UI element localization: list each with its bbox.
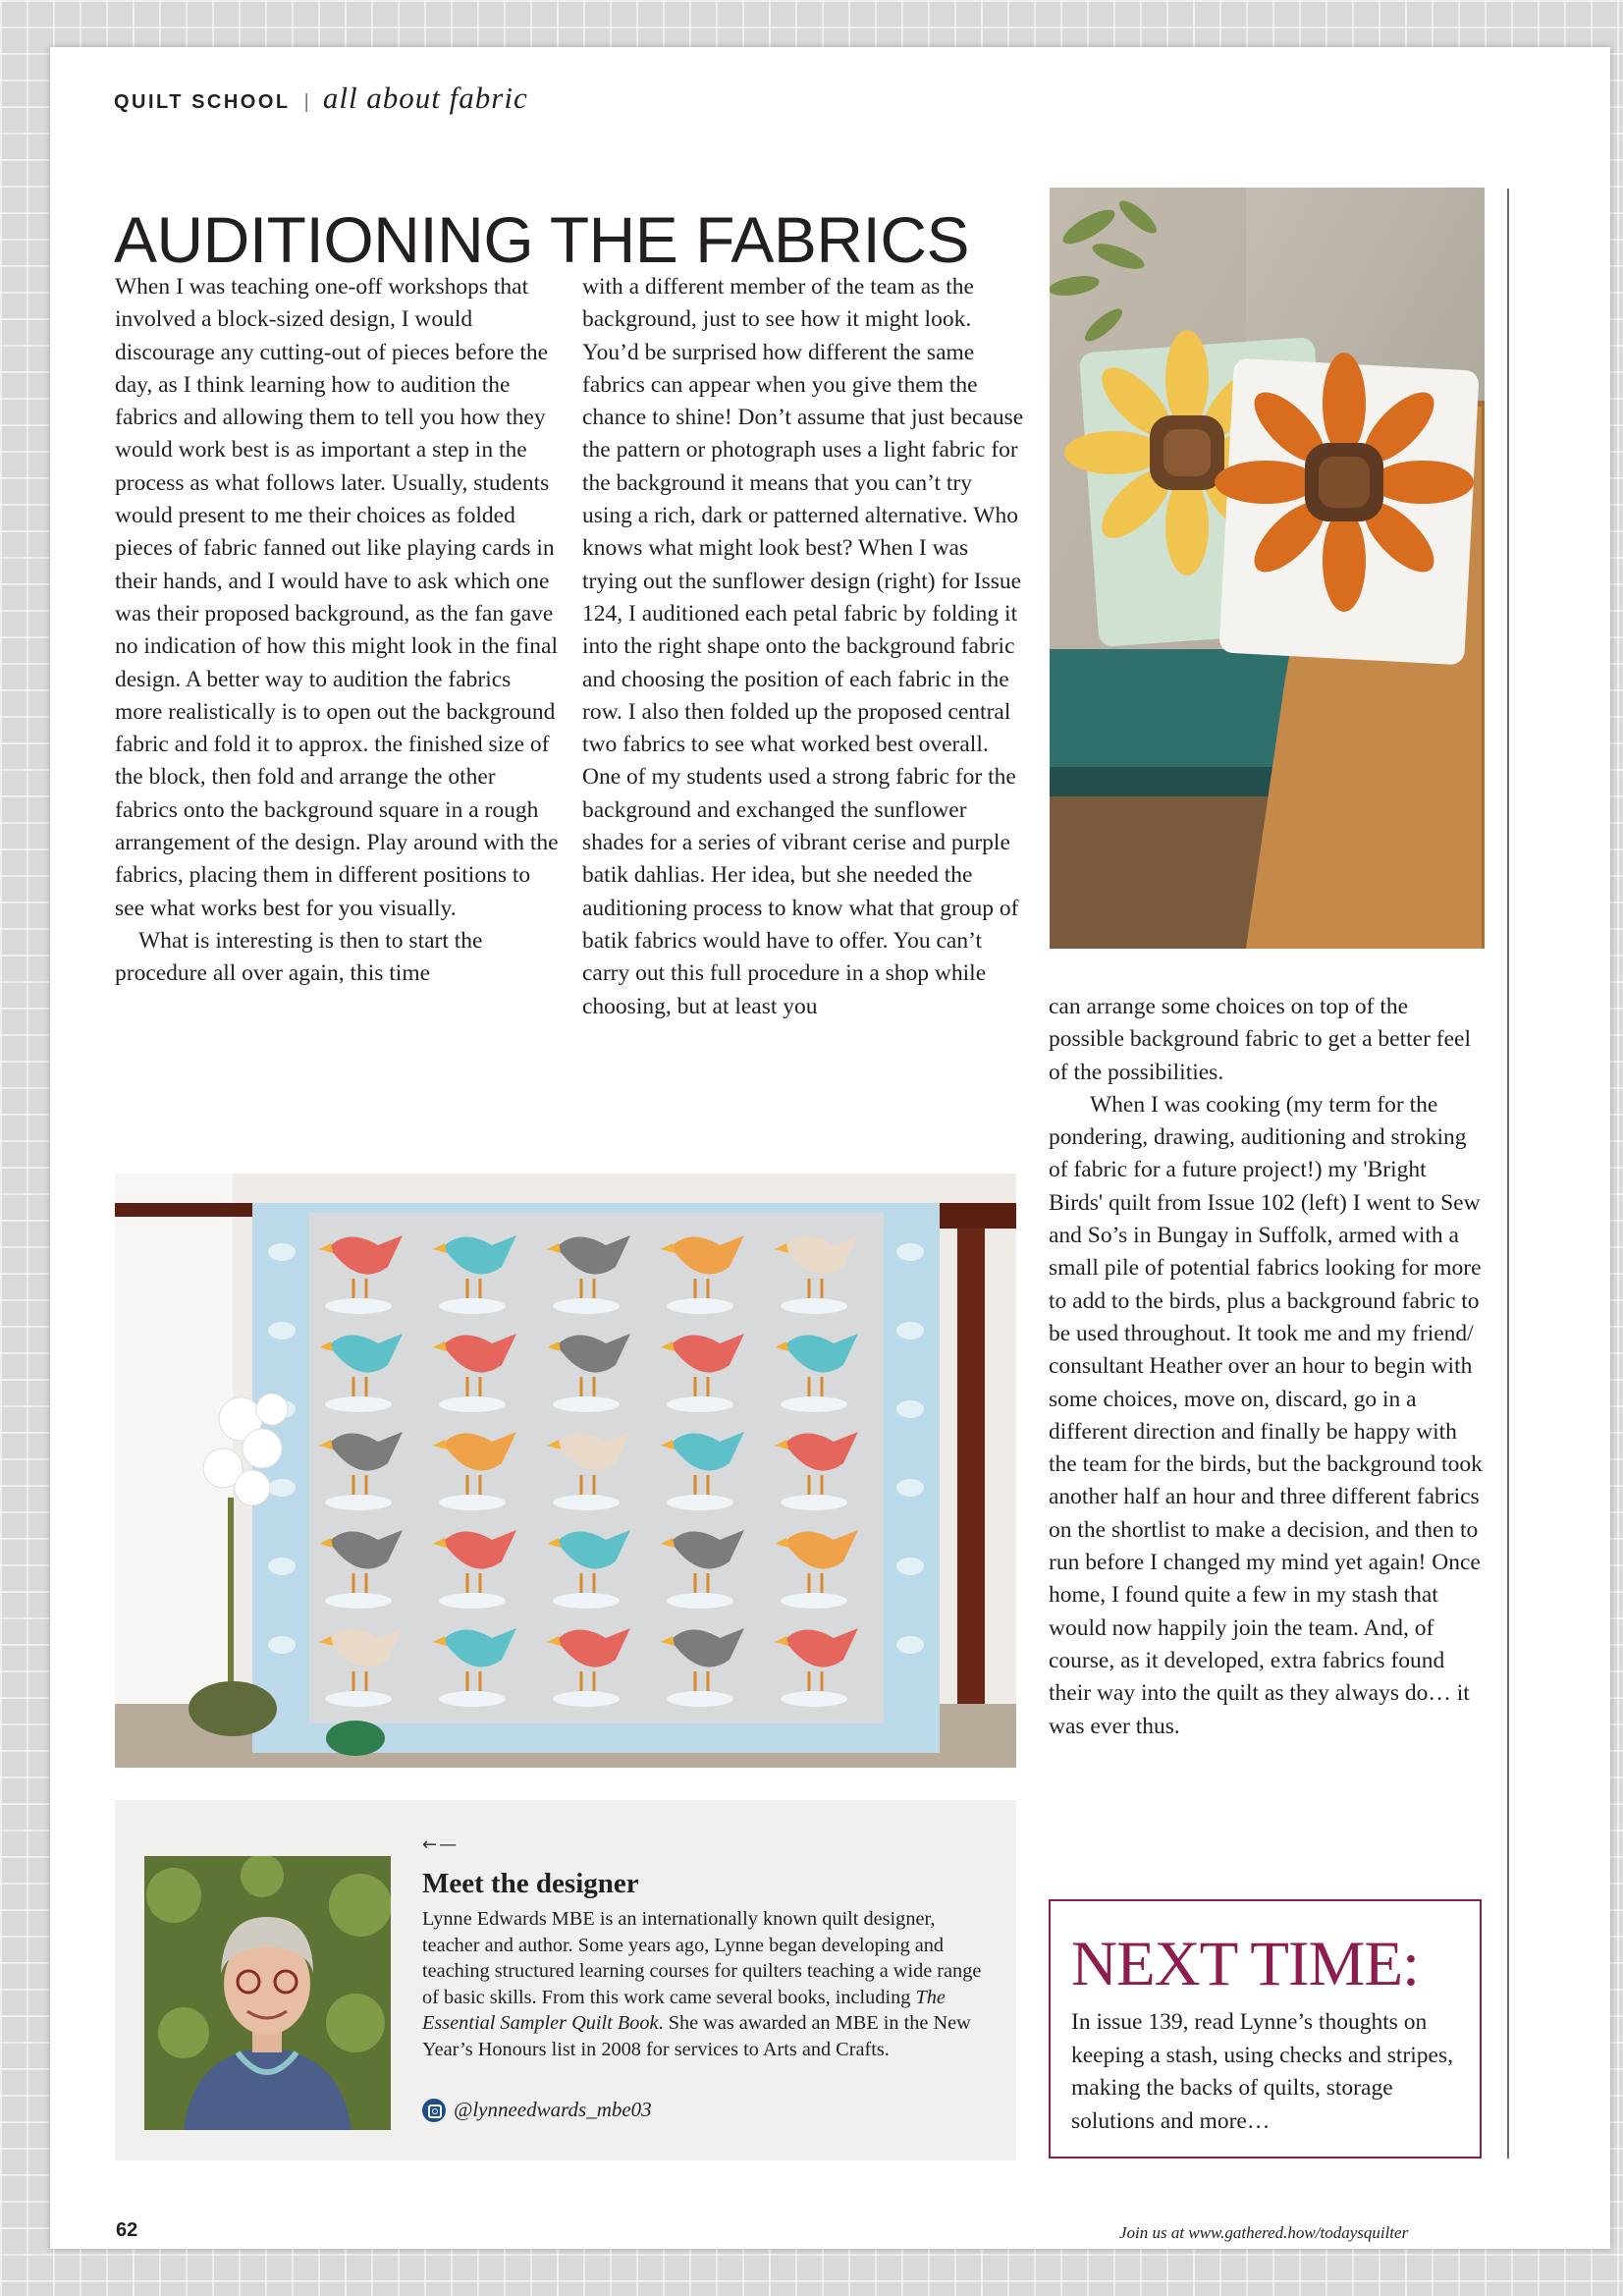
- paragraph: What is interesting is then to start the procedure all over again, this time: [115, 927, 483, 987]
- next-time-text: In issue 139, read Lynne’s thoughts on keeping a stash, using checks and stripes, making the backs of quilts, storage solutions and more…: [1071, 2009, 1453, 2134]
- article-column-1: [115, 271, 559, 991]
- sunflower-cushions-photo: [1050, 188, 1485, 949]
- running-header: [114, 81, 528, 116]
- paragraph: with a different member of the team as the background, just to see how it might look. You’d be surprised how different the same fabrics can appear when you give them the chance to shine! Don’t assume that just because the pattern or photograph uses a light fabric for the background it means that you can’t try using a rich, dark or patterned alternative. Who knows what might look best? When I was trying out the sunflower design (right) for Issue 124, I auditioned each petal fabric by folding it into the right shape onto the background fabric and choosing the position of each fabric in the row. I also then folded up the proposed central two fabrics to see what worked best overall. One of my students used a strong fabric for the background and exchanged the sunflower shades for a series of vibrant cerise and purple batik dahlias. Her idea, but she needed the auditioning process to know what that group of batik fabrics would have to offer. You can’t carry out this full procedure in a shop while choosing, but at least you: [582, 274, 1024, 1019]
- article-column-3: [1049, 991, 1486, 1743]
- section-subtitle: all about fabric: [322, 81, 528, 115]
- next-time-title: NEXT TIME:: [1071, 1929, 1420, 1999]
- bio-text: Lynne Edwards MBE is an internationally known quilt designer, teacher and author. Some years ago, Lynne began developing and teaching structured learning courses for quilters teaching a wide range of basic skills. From this work came several books, including: [422, 1908, 982, 2008]
- paragraph: When I was teaching one-off workshops that involved a block-sized design, I would discourage any cutting-out of pieces before the day, as I think learning how to audition the fabrics and allowing them to tell you how they would work best is as important a step in the process as what follows later. Usually, students would present to me their choices as folded pieces of fabric fanned out like playing cards in their hands, and I would have to ask which one was their proposed background, as the fan gave no indication of how this might look in the final design. A better way to audition the fabrics more realistically is to open out the background fabric and fold it to approx. the finished size of the block, then fold and arrange the other fabrics onto the background square in a rough arrangement of the design. Play around with the fabrics, placing them in different positions to see what works best for you visually.: [115, 274, 559, 921]
- section-name: QUILT SCHOOL: [114, 91, 291, 113]
- bright-birds-quilt-photo: [115, 1174, 1016, 1768]
- header-separator: |: [303, 91, 309, 113]
- social-handle[interactable]: @lynneedwards_mbe03: [454, 2098, 652, 2121]
- paragraph: can arrange some choices on top of the possible background fabric to get a better feel of the possibilities.: [1049, 994, 1472, 1085]
- footer-url[interactable]: Join us at www.gathered.how/todaysquilter: [1119, 2223, 1409, 2242]
- article-column-2: [582, 271, 1025, 1023]
- designer-heading: Meet the designer: [422, 1868, 639, 1899]
- column-divider: [1507, 189, 1509, 2159]
- page-number: 62: [116, 2219, 138, 2241]
- arrow-icon: ←—: [422, 1834, 460, 1855]
- instagram-icon: [422, 2099, 446, 2122]
- designer-social[interactable]: [422, 2098, 652, 2122]
- article-title: AUDITIONING THE FABRICS: [114, 203, 970, 276]
- designer-bio: [422, 1906, 982, 2062]
- designer-portrait: [144, 1856, 391, 2130]
- book-title: The Essential Sampler Quilt Book: [422, 1986, 946, 2034]
- paragraph: When I was cooking (my term for the pondering, drawing, auditioning and stroking of fabric for a future project!) my 'Bright Birds' quilt from Issue 102 (left) I went to Sew and So’s in Bungay in Suffolk, armed with a small pile of potential fabrics looking for more to add to the birds, plus a background fabric to be used throughout. It took me and my friend/ consultant Heather over an hour to begin with some choices, move on, discard, go in a different direction and finally be happy with the team for the birds, but the background took another half an hour and three different fabrics on the shortlist to make a decision, and then to run before I changed my mind yet again! Once home, I found quite a few in my stash that would now happily join the team. And, of course, as it developed, extra fabrics found their way into the quilt as they always do… it was ever thus.: [1049, 1091, 1483, 1739]
- bio-text: . She was awarded an MBE in the New Year’s Honours list in 2008 for services to Arts and Crafts.: [422, 2012, 971, 2060]
